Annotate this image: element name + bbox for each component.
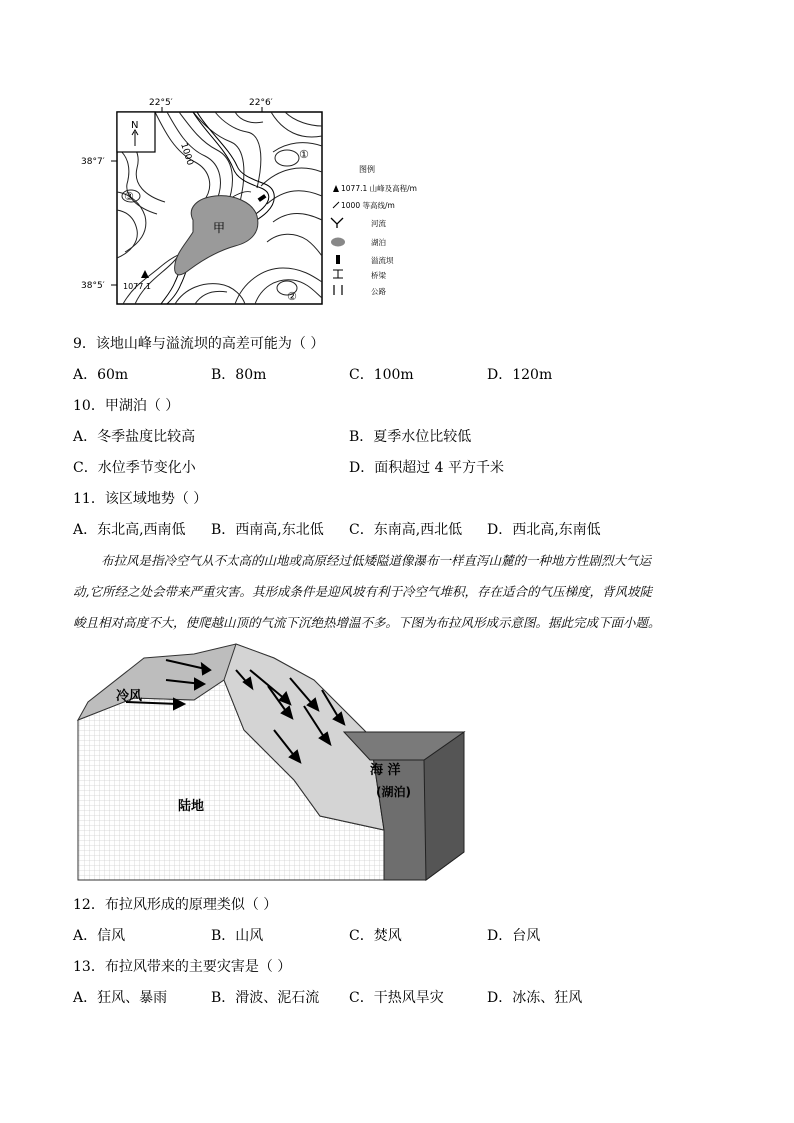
passage-line-1: 布拉风是指冷空气从不太高的山地或高原经过低矮隘道像瀑布一样直泻山麓的一种地方性剧烈大气运 bbox=[101, 553, 652, 568]
question-9-stem: 9．该地山峰与溢流坝的高差可能为（ ） bbox=[73, 336, 325, 352]
legend-item-river: 河流 bbox=[371, 219, 386, 228]
legend-lake-icon bbox=[331, 238, 345, 247]
lat-bottom-label: 38°5′ bbox=[81, 281, 105, 291]
contour-label: 1000 bbox=[178, 141, 195, 167]
legend-peak-icon bbox=[333, 185, 339, 192]
legend-contour-icon bbox=[333, 202, 339, 208]
lon-left-label: 22°5′ bbox=[149, 98, 173, 108]
question-10-stem: 10．甲湖泊（ ） bbox=[73, 398, 180, 414]
lake-label: 甲 bbox=[213, 221, 226, 235]
question-13-stem: 13．布拉风带来的主要灾害是（ ） bbox=[73, 959, 292, 975]
q12-option-d[interactable]: D．台风 bbox=[487, 928, 541, 944]
q10-option-a[interactable]: A．冬季盐度比较高 bbox=[73, 429, 196, 445]
q13-option-b[interactable]: B．滑波、泥石流 bbox=[211, 990, 320, 1006]
topographic-map bbox=[75, 92, 455, 328]
q9-option-b[interactable]: B．80m bbox=[211, 367, 267, 383]
q9-option-d[interactable]: D．120m bbox=[487, 367, 553, 383]
legend-item-bridge: 桥梁 bbox=[371, 271, 386, 280]
q12-option-c[interactable]: C．焚风 bbox=[349, 928, 402, 944]
legend-item-dam: 溢流坝 bbox=[371, 256, 394, 265]
map-legend bbox=[331, 164, 417, 296]
q11-option-b[interactable]: B．西南高,东北低 bbox=[211, 522, 324, 538]
passage-line-3: 峻且相对高度不大，使爬越山顶的气流下沉绝热增温不多。下图为布拉风形成示意图。据此完成下面小题。 bbox=[73, 615, 661, 630]
point-2: ② bbox=[287, 290, 297, 303]
q10-option-b[interactable]: B．夏季水位比较低 bbox=[349, 429, 472, 445]
q11-option-c[interactable]: C．东南高,西北低 bbox=[349, 522, 463, 538]
point-3: ③ bbox=[124, 190, 134, 203]
q11-option-a[interactable]: A．东北高,西南低 bbox=[73, 522, 186, 538]
legend-dam-icon bbox=[336, 255, 340, 264]
ocean-label: 海 洋 bbox=[370, 763, 401, 778]
legend-item-peak: 1077.1 山峰及高程/m bbox=[341, 184, 417, 193]
north-label: N bbox=[131, 120, 139, 131]
legend-road-icon bbox=[334, 285, 342, 295]
q10-option-c[interactable]: C．水位季节变化小 bbox=[73, 460, 196, 476]
passage bbox=[73, 545, 733, 638]
legend-river-icon bbox=[331, 218, 343, 228]
q13-option-c[interactable]: C．干热风旱灾 bbox=[349, 990, 444, 1006]
bora-diagram-svg bbox=[74, 640, 470, 886]
lake-paren-label: (湖泊) bbox=[376, 785, 411, 799]
legend-item-road: 公路 bbox=[371, 287, 386, 296]
peak-label: 1077.1 bbox=[123, 282, 151, 291]
question-12-stem: 12．布拉风形成的原理类似（ ） bbox=[73, 897, 278, 913]
lon-right-label: 22°6′ bbox=[249, 98, 273, 108]
point-1: ① bbox=[299, 148, 309, 161]
q10-option-d[interactable]: D．面积超过 4 平方千米 bbox=[349, 460, 505, 476]
question-11-stem: 11．该区域地势（ ） bbox=[73, 491, 208, 507]
q12-option-a[interactable]: A．信风 bbox=[73, 928, 126, 944]
lat-top-label: 38°7′ bbox=[81, 157, 105, 167]
cold-wind-label: 冷风 bbox=[116, 689, 143, 704]
q11-option-d[interactable]: D．西北高,东南低 bbox=[487, 522, 601, 538]
q13-option-d[interactable]: D．冰冻、狂风 bbox=[487, 990, 583, 1006]
q13-option-a[interactable]: A．狂风、暴雨 bbox=[73, 990, 168, 1006]
topographic-map-svg bbox=[75, 92, 455, 324]
legend-item-contour: 1000 等高线/m bbox=[341, 201, 395, 210]
land-label: 陆地 bbox=[178, 799, 205, 814]
q9-option-a[interactable]: A．60m bbox=[73, 367, 129, 383]
legend-bridge-icon bbox=[333, 270, 343, 278]
q9-option-c[interactable]: C．100m bbox=[349, 367, 414, 383]
legend-item-lake: 湖泊 bbox=[371, 238, 386, 247]
bora-wind-diagram bbox=[74, 640, 470, 890]
legend-title: 图例 bbox=[359, 165, 375, 174]
passage-line-2: 动,它所经之处会带来严重灾害。其形成条件是迎风坡有利于冷空气堆积，存在适合的气压梯度，背风坡陡 bbox=[73, 584, 652, 599]
q12-option-b[interactable]: B．山风 bbox=[211, 928, 264, 944]
